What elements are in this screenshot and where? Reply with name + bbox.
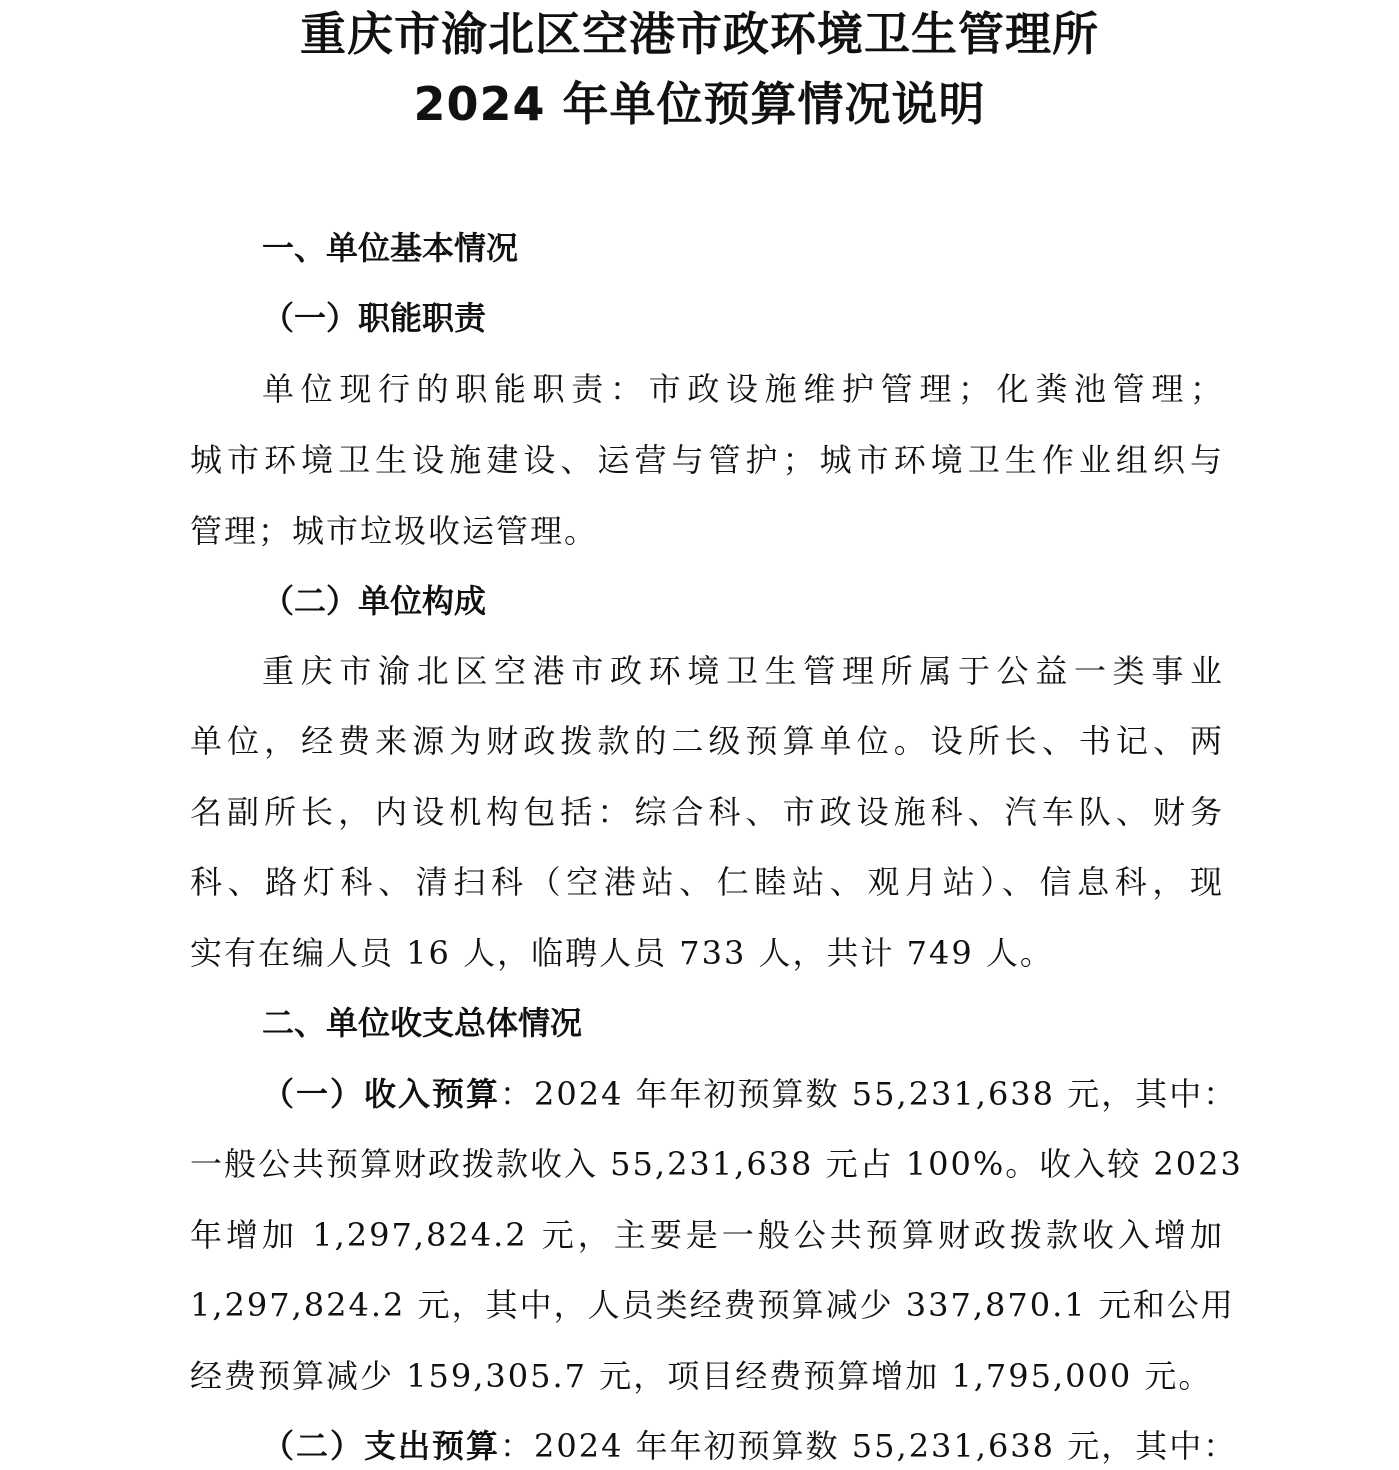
paragraph-line [262, 1426, 1238, 1466]
paragraph-line: 一般公共预算财政拨款收入 55,231,638 元占 100%。收入较 2023 [190, 1145, 1243, 1183]
paragraph-line: 1,297,824.2 元，其中，人员类经费预算减少 337,870.1 元和公用 [190, 1286, 1235, 1324]
section-1-sub-2-heading: （二）单位构成 [262, 582, 487, 620]
paragraph-line: 名副所长，内设机构包括：综合科、市政设施科、汽车队、财务 [190, 793, 1224, 831]
paragraph-line: 单位，经费来源为财政拨款的二级预算单位。设所长、书记、两 [190, 722, 1224, 760]
paragraph-line: 年增加 1,297,824.2 元，主要是一般公共预算财政拨款收入增加 [190, 1216, 1224, 1254]
paragraph-line: 实有在编人员 16 人，临聘人员 733 人，共计 749 人。 [190, 934, 1054, 972]
paragraph-line [262, 1074, 1238, 1114]
paragraph-text: ：2024 年年初预算数 55,231,638 元，其中： [500, 1075, 1238, 1113]
section-2-sub-2-heading: （二）支出预算 [262, 1427, 501, 1465]
paragraph-line: 管理；城市垃圾收运管理。 [190, 512, 599, 550]
paragraph-line: 经费预算减少 159,305.7 元，项目经费预算增加 1,795,000 元。 [190, 1357, 1213, 1395]
section-2-heading: 二、单位收支总体情况 [262, 1004, 583, 1042]
section-1-sub-1-heading: （一）职能职责 [262, 299, 487, 337]
paragraph-line: 城市环境卫生设施建设、运营与管护；城市环境卫生作业组织与 [190, 441, 1224, 479]
paragraph-line: 重庆市渝北区空港市政环境卫生管理所属于公益一类事业 [262, 652, 1224, 690]
paragraph-text: ：2024 年年初预算数 55,231,638 元，其中： [500, 1427, 1238, 1465]
paragraph-line: 科、路灯科、清扫科（空港站、仁睦站、观月站）、信息科，现 [190, 863, 1224, 901]
document-title-line-2: 2024 年单位预算情况说明 [413, 77, 986, 131]
section-1-heading: 一、单位基本情况 [262, 229, 519, 267]
document-title-line-1: 重庆市渝北区空港市政环境卫生管理所 [300, 7, 1099, 61]
section-2-sub-1-heading: （一）收入预算 [262, 1075, 501, 1113]
paragraph-line: 单位现行的职能职责：市政设施维护管理；化粪池管理； [262, 370, 1224, 408]
